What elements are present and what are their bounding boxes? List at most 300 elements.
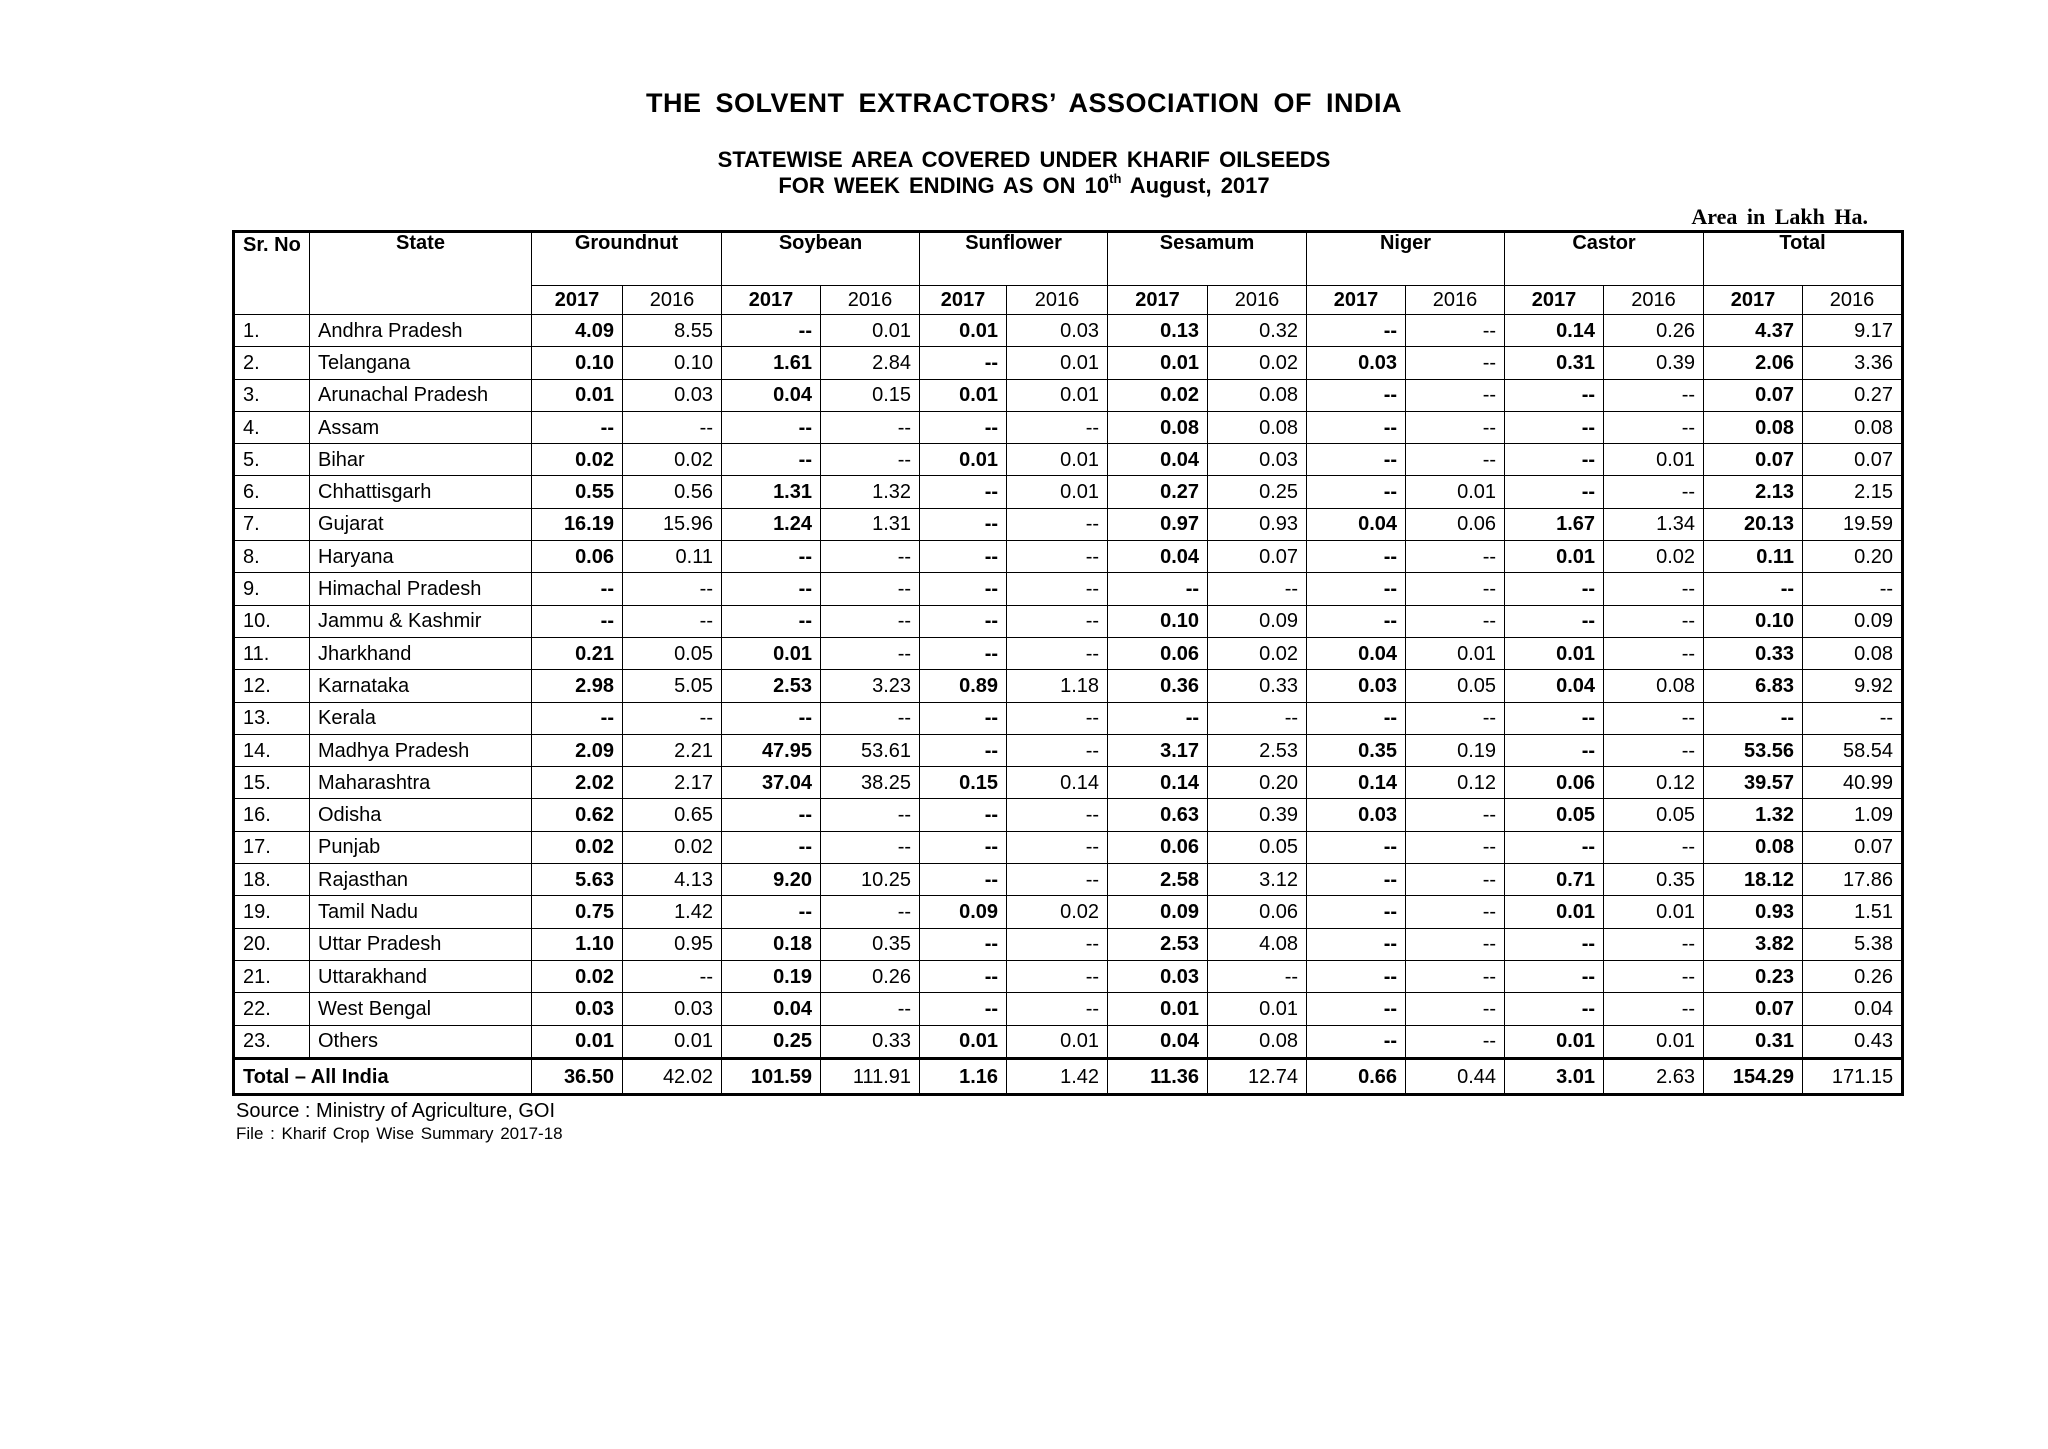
table-cell: --: [920, 411, 1007, 443]
table-cell: 0.25: [722, 1025, 821, 1059]
table-cell: --: [920, 734, 1007, 766]
table-cell: --: [1406, 541, 1505, 573]
table-cell: 0.33: [1208, 670, 1307, 702]
table-cell: --: [920, 831, 1007, 863]
table-cell: 2.13: [1704, 476, 1803, 508]
table-cell: 2.53: [722, 670, 821, 702]
group-header-row: [234, 232, 1903, 286]
table-cell: 4.08: [1208, 928, 1307, 960]
table-cell: 0.19: [1406, 734, 1505, 766]
table-cell: --: [1406, 702, 1505, 734]
table-cell: 2.02: [532, 767, 623, 799]
table-cell: --: [1604, 831, 1704, 863]
table-cell: 0.05: [1208, 831, 1307, 863]
table-cell: --: [1505, 831, 1604, 863]
row-state: Kerala: [310, 702, 532, 734]
table-cell: 2.21: [623, 734, 722, 766]
table-cell: 18.12: [1704, 864, 1803, 896]
table-row: [234, 702, 1903, 734]
table-cell: 0.39: [1604, 347, 1704, 379]
table-cell: --: [1505, 605, 1604, 637]
table-cell: 3.12: [1208, 864, 1307, 896]
table-cell: 3.36: [1803, 347, 1903, 379]
table-cell: --: [1803, 573, 1903, 605]
table-cell: --: [1307, 476, 1406, 508]
table-cell: 0.01: [1505, 541, 1604, 573]
table-cell: 9.17: [1803, 315, 1903, 347]
table-cell: --: [1307, 864, 1406, 896]
row-serial: 5.: [234, 444, 310, 476]
table-cell: --: [1406, 379, 1505, 411]
table-cell: 0.03: [1208, 444, 1307, 476]
table-cell: --: [1406, 960, 1505, 992]
table-cell: 0.08: [1208, 1025, 1307, 1059]
group-header-soybean: Soybean: [722, 232, 920, 286]
table-cell: --: [1505, 573, 1604, 605]
table-cell: 0.09: [1803, 605, 1903, 637]
table-cell: 5.05: [623, 670, 722, 702]
table-cell: --: [1307, 573, 1406, 605]
row-serial: 8.: [234, 541, 310, 573]
table-cell: 0.01: [1604, 444, 1704, 476]
table-cell: 0.93: [1208, 508, 1307, 540]
table-cell: --: [1406, 1025, 1505, 1059]
table-cell: 3.82: [1704, 928, 1803, 960]
total-cell: 0.44: [1406, 1059, 1505, 1095]
table-cell: 9.20: [722, 864, 821, 896]
table-row: [234, 960, 1903, 992]
table-cell: 38.25: [821, 767, 920, 799]
row-serial: 10.: [234, 605, 310, 637]
table-cell: --: [1505, 734, 1604, 766]
table-cell: 3.23: [821, 670, 920, 702]
table-row: [234, 541, 1903, 573]
table-cell: 5.63: [532, 864, 623, 896]
table-cell: --: [1406, 411, 1505, 443]
table-cell: --: [1505, 379, 1604, 411]
table-cell: 0.14: [1007, 767, 1108, 799]
table-cell: 0.75: [532, 896, 623, 928]
table-cell: 0.05: [1604, 799, 1704, 831]
oilseeds-area-table: [232, 230, 1904, 1096]
table-body: [234, 315, 1903, 1095]
table-cell: 47.95: [722, 734, 821, 766]
group-header-sesamum: Sesamum: [1108, 232, 1307, 286]
table-cell: 0.06: [1108, 637, 1208, 669]
table-cell: --: [623, 702, 722, 734]
row-serial: 11.: [234, 637, 310, 669]
row-serial: 9.: [234, 573, 310, 605]
table-cell: --: [821, 896, 920, 928]
table-cell: 0.07: [1208, 541, 1307, 573]
row-state: Jharkhand: [310, 637, 532, 669]
row-state: Bihar: [310, 444, 532, 476]
table-cell: --: [821, 573, 920, 605]
table-cell: 0.03: [1007, 315, 1108, 347]
table-cell: 0.08: [1704, 411, 1803, 443]
table-row: [234, 315, 1903, 347]
table-cell: 0.15: [920, 767, 1007, 799]
table-cell: 0.01: [1007, 379, 1108, 411]
table-cell: 0.10: [623, 347, 722, 379]
table-cell: 0.03: [1108, 960, 1208, 992]
table-cell: 0.08: [1208, 411, 1307, 443]
row-serial: 4.: [234, 411, 310, 443]
table-cell: --: [722, 896, 821, 928]
table-cell: 0.08: [1108, 411, 1208, 443]
table-cell: --: [1505, 928, 1604, 960]
row-state: Maharashtra: [310, 767, 532, 799]
table-cell: 19.59: [1803, 508, 1903, 540]
total-cell: 12.74: [1208, 1059, 1307, 1095]
total-cell: 2.63: [1604, 1059, 1704, 1095]
col-state-header: State: [310, 232, 532, 315]
table-cell: 0.02: [532, 960, 623, 992]
table-cell: 0.01: [920, 379, 1007, 411]
year-header-previous: 2016: [623, 286, 722, 315]
row-serial: 12.: [234, 670, 310, 702]
table-cell: 1.61: [722, 347, 821, 379]
table-cell: 1.09: [1803, 799, 1903, 831]
table-cell: 0.01: [1604, 896, 1704, 928]
table-cell: --: [821, 702, 920, 734]
table-cell: 0.04: [1108, 1025, 1208, 1059]
table-cell: 0.11: [1704, 541, 1803, 573]
group-header-sunflower: Sunflower: [920, 232, 1108, 286]
row-serial: 2.: [234, 347, 310, 379]
table-cell: 0.11: [623, 541, 722, 573]
table-cell: 0.01: [1505, 896, 1604, 928]
table-row: [234, 508, 1903, 540]
total-cell: 11.36: [1108, 1059, 1208, 1095]
table-cell: 0.63: [1108, 799, 1208, 831]
table-cell: --: [1406, 315, 1505, 347]
row-state: Tamil Nadu: [310, 896, 532, 928]
table-cell: 0.10: [1108, 605, 1208, 637]
table-cell: --: [1406, 896, 1505, 928]
table-cell: 0.01: [1007, 476, 1108, 508]
table-cell: 0.01: [920, 315, 1007, 347]
table-cell: 0.27: [1108, 476, 1208, 508]
table-cell: --: [920, 541, 1007, 573]
table-cell: 0.04: [722, 379, 821, 411]
table-cell: 9.92: [1803, 670, 1903, 702]
table-cell: 4.37: [1704, 315, 1803, 347]
year-header-current: 2017: [1108, 286, 1208, 315]
row-state: Odisha: [310, 799, 532, 831]
table-cell: 0.08: [1208, 379, 1307, 411]
table-cell: --: [1108, 573, 1208, 605]
table-cell: --: [1007, 702, 1108, 734]
group-header-castor: Castor: [1505, 232, 1704, 286]
table-row: [234, 379, 1903, 411]
table-cell: 0.62: [532, 799, 623, 831]
table-cell: --: [821, 831, 920, 863]
date-line-suffix: August, 2017: [1121, 173, 1270, 198]
row-serial: 16.: [234, 799, 310, 831]
table-cell: 15.96: [623, 508, 722, 540]
table-cell: --: [1307, 831, 1406, 863]
table-cell: 2.06: [1704, 347, 1803, 379]
table-cell: --: [1007, 411, 1108, 443]
total-cell: 42.02: [623, 1059, 722, 1095]
year-header-current: 2017: [1307, 286, 1406, 315]
table-cell: 1.31: [722, 476, 821, 508]
row-serial: 23.: [234, 1025, 310, 1059]
row-serial: 20.: [234, 928, 310, 960]
table-row: [234, 993, 1903, 1025]
table-cell: --: [1604, 993, 1704, 1025]
table-cell: --: [821, 637, 920, 669]
table-cell: 0.31: [1704, 1025, 1803, 1059]
table-cell: 2.09: [532, 734, 623, 766]
table-cell: 1.67: [1505, 508, 1604, 540]
table-cell: 53.56: [1704, 734, 1803, 766]
table-cell: 0.10: [532, 347, 623, 379]
table-cell: 0.21: [532, 637, 623, 669]
table-cell: --: [722, 573, 821, 605]
table-cell: --: [1208, 702, 1307, 734]
row-serial: 14.: [234, 734, 310, 766]
table-cell: --: [722, 315, 821, 347]
row-state: Haryana: [310, 541, 532, 573]
table-cell: 2.53: [1208, 734, 1307, 766]
total-label: Total – All India: [234, 1059, 532, 1095]
table-cell: 2.53: [1108, 928, 1208, 960]
row-serial: 17.: [234, 831, 310, 863]
table-cell: 0.02: [532, 831, 623, 863]
table-cell: --: [1007, 508, 1108, 540]
table-cell: --: [821, 799, 920, 831]
table-cell: --: [532, 411, 623, 443]
table-cell: 0.43: [1803, 1025, 1903, 1059]
table-cell: --: [821, 605, 920, 637]
table-cell: 0.25: [1208, 476, 1307, 508]
table-cell: --: [821, 541, 920, 573]
table-cell: --: [1307, 444, 1406, 476]
col-srno-header: Sr. No: [234, 232, 310, 315]
table-cell: 0.06: [1505, 767, 1604, 799]
table-cell: 0.09: [1208, 605, 1307, 637]
table-cell: --: [1307, 379, 1406, 411]
table-cell: 0.35: [1307, 734, 1406, 766]
table-cell: 2.98: [532, 670, 623, 702]
table-cell: 1.34: [1604, 508, 1704, 540]
table-cell: 0.07: [1704, 379, 1803, 411]
table-cell: 2.17: [623, 767, 722, 799]
table-cell: 0.01: [532, 1025, 623, 1059]
table-cell: 0.97: [1108, 508, 1208, 540]
table-cell: 0.26: [1604, 315, 1704, 347]
date-line-prefix: FOR WEEK ENDING AS ON 10: [778, 173, 1110, 198]
table-cell: --: [1307, 993, 1406, 1025]
table-cell: 1.31: [821, 508, 920, 540]
table-cell: 0.01: [1007, 347, 1108, 379]
table-row: [234, 411, 1903, 443]
table-cell: --: [821, 993, 920, 1025]
table-cell: 0.33: [821, 1025, 920, 1059]
table-cell: 0.18: [722, 928, 821, 960]
table-cell: 1.32: [1704, 799, 1803, 831]
table-cell: --: [920, 605, 1007, 637]
table-cell: --: [1406, 799, 1505, 831]
table-cell: --: [623, 411, 722, 443]
table-cell: 0.08: [1803, 637, 1903, 669]
row-state: Punjab: [310, 831, 532, 863]
total-row: [234, 1059, 1903, 1095]
table-cell: --: [821, 444, 920, 476]
table-cell: 0.35: [1604, 864, 1704, 896]
group-header-niger: Niger: [1307, 232, 1505, 286]
row-state: Himachal Pradesh: [310, 573, 532, 605]
year-header-current: 2017: [1505, 286, 1604, 315]
table-cell: --: [623, 605, 722, 637]
table-cell: --: [1406, 444, 1505, 476]
table-cell: 0.05: [1406, 670, 1505, 702]
row-serial: 21.: [234, 960, 310, 992]
table-cell: 10.25: [821, 864, 920, 896]
year-header-previous: 2016: [1406, 286, 1505, 315]
row-state: Jammu & Kashmir: [310, 605, 532, 637]
table-cell: --: [623, 573, 722, 605]
table-cell: 0.13: [1108, 315, 1208, 347]
page-title: THE SOLVENT EXTRACTORS’ ASSOCIATION OF INDIA: [645, 88, 1403, 118]
row-serial: 15.: [234, 767, 310, 799]
table-cell: 0.15: [821, 379, 920, 411]
table-cell: 0.02: [1007, 896, 1108, 928]
year-header-current: 2017: [1704, 286, 1803, 315]
table-cell: 0.23: [1704, 960, 1803, 992]
table-cell: --: [1007, 928, 1108, 960]
table-cell: --: [1406, 928, 1505, 960]
row-serial: 22.: [234, 993, 310, 1025]
source-note: Source : Ministry of Agriculture, GOI: [236, 1100, 555, 1122]
table-cell: --: [1007, 637, 1108, 669]
table-cell: 2.84: [821, 347, 920, 379]
row-state: Madhya Pradesh: [310, 734, 532, 766]
total-cell: 111.91: [821, 1059, 920, 1095]
table-cell: 0.01: [1108, 993, 1208, 1025]
table-cell: --: [1505, 960, 1604, 992]
table-cell: 4.09: [532, 315, 623, 347]
table-cell: 0.55: [532, 476, 623, 508]
table-cell: 0.02: [1604, 541, 1704, 573]
table-cell: 0.08: [1704, 831, 1803, 863]
table-row: [234, 670, 1903, 702]
total-cell: 1.16: [920, 1059, 1007, 1095]
table-cell: 1.32: [821, 476, 920, 508]
total-cell: 154.29: [1704, 1059, 1803, 1095]
table-cell: 0.04: [722, 993, 821, 1025]
row-state: Gujarat: [310, 508, 532, 540]
table-cell: 0.06: [1108, 831, 1208, 863]
table-cell: 0.26: [821, 960, 920, 992]
table-cell: 0.31: [1505, 347, 1604, 379]
table-cell: 0.02: [1208, 347, 1307, 379]
table-cell: --: [1307, 1025, 1406, 1059]
row-state: Others: [310, 1025, 532, 1059]
table-cell: 0.04: [1803, 993, 1903, 1025]
table-row: [234, 799, 1903, 831]
table-cell: --: [1208, 573, 1307, 605]
table-cell: 0.03: [532, 993, 623, 1025]
report-subtitle: STATEWISE AREA COVERED UNDER KHARIF OILSEEDS: [717, 147, 1331, 172]
table-cell: --: [1505, 993, 1604, 1025]
table-cell: 0.01: [1505, 1025, 1604, 1059]
table-cell: --: [1406, 993, 1505, 1025]
year-header-previous: 2016: [1604, 286, 1704, 315]
table-cell: 53.61: [821, 734, 920, 766]
table-cell: --: [1406, 573, 1505, 605]
table-cell: 0.06: [1406, 508, 1505, 540]
table-cell: --: [1604, 702, 1704, 734]
table-cell: --: [1007, 960, 1108, 992]
table-cell: 0.04: [1505, 670, 1604, 702]
table-cell: --: [532, 605, 623, 637]
group-header-groundnut: Groundnut: [532, 232, 722, 286]
table-cell: 8.55: [623, 315, 722, 347]
table-cell: --: [1406, 831, 1505, 863]
row-serial: 3.: [234, 379, 310, 411]
row-state: Andhra Pradesh: [310, 315, 532, 347]
table-cell: 1.42: [623, 896, 722, 928]
table-cell: 0.07: [1803, 444, 1903, 476]
table-cell: 0.35: [821, 928, 920, 960]
table-cell: --: [1007, 831, 1108, 863]
table-cell: 0.06: [1208, 896, 1307, 928]
table-cell: 0.05: [1505, 799, 1604, 831]
table-cell: 0.03: [1307, 347, 1406, 379]
table-cell: --: [1604, 960, 1704, 992]
table-cell: --: [920, 864, 1007, 896]
table-cell: --: [1307, 411, 1406, 443]
table-cell: 0.65: [623, 799, 722, 831]
table-cell: 0.20: [1803, 541, 1903, 573]
total-cell: 0.66: [1307, 1059, 1406, 1095]
row-serial: 19.: [234, 896, 310, 928]
table-cell: --: [920, 799, 1007, 831]
row-state: Uttar Pradesh: [310, 928, 532, 960]
table-cell: --: [722, 799, 821, 831]
table-cell: --: [1007, 541, 1108, 573]
table-cell: --: [920, 960, 1007, 992]
row-state: West Bengal: [310, 993, 532, 1025]
table-cell: --: [1007, 799, 1108, 831]
table-cell: 1.10: [532, 928, 623, 960]
table-cell: 0.89: [920, 670, 1007, 702]
table-cell: --: [1704, 702, 1803, 734]
table-cell: 0.04: [1307, 637, 1406, 669]
year-header-current: 2017: [532, 286, 623, 315]
table-cell: --: [920, 702, 1007, 734]
table-cell: --: [1803, 702, 1903, 734]
table-cell: 0.01: [722, 637, 821, 669]
table-cell: 0.09: [1108, 896, 1208, 928]
table-cell: 0.33: [1704, 637, 1803, 669]
row-state: Rajasthan: [310, 864, 532, 896]
table-cell: --: [1604, 734, 1704, 766]
table-cell: 0.01: [920, 444, 1007, 476]
table-cell: 16.19: [532, 508, 623, 540]
table-cell: --: [1604, 476, 1704, 508]
table-cell: --: [1406, 605, 1505, 637]
total-cell: 1.42: [1007, 1059, 1108, 1095]
table-cell: 0.02: [623, 831, 722, 863]
table-cell: 0.07: [1803, 831, 1903, 863]
table-cell: 0.01: [1007, 444, 1108, 476]
table-cell: 0.01: [1604, 1025, 1704, 1059]
row-state: Assam: [310, 411, 532, 443]
